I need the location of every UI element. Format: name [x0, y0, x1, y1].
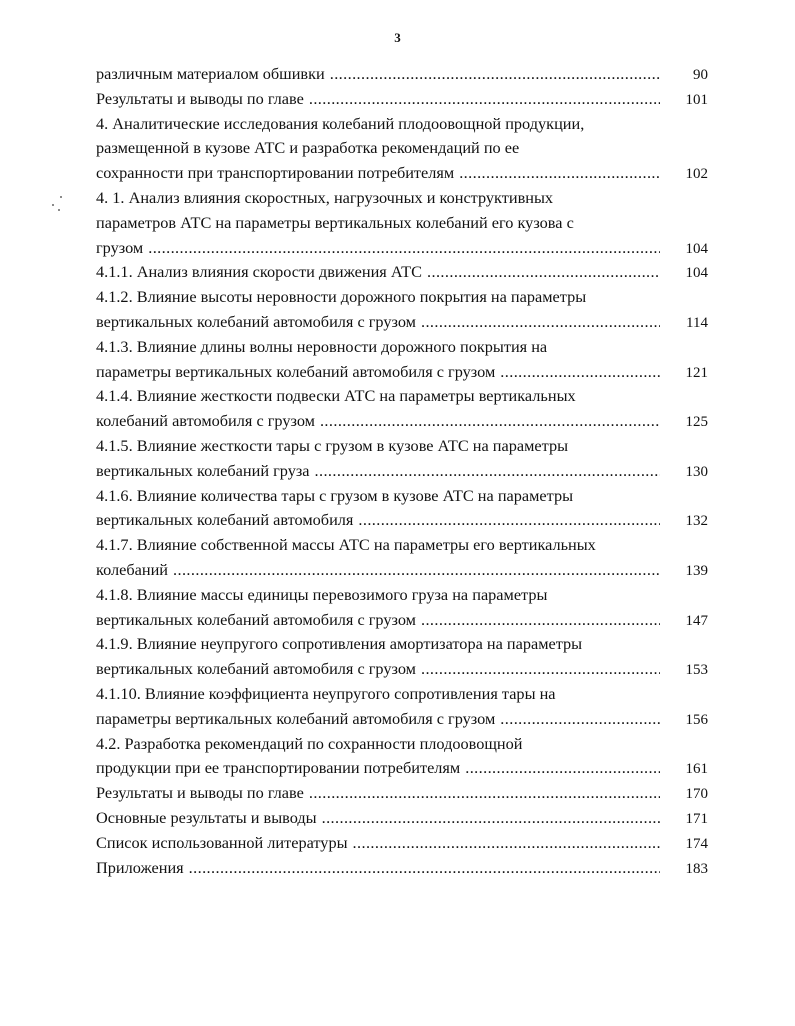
toc-entry[interactable] — [96, 831, 708, 856]
dot-leader — [421, 310, 660, 335]
toc-entry-title: 4.1.6. Влияние количества тары с грузом в кузове АТС на параметры — [96, 485, 574, 505]
toc-entry-title: параметров АТС на параметры вертикальных колебаний его кузова с — [96, 212, 574, 232]
toc-entry-title: 4. Аналитические исследования колебаний плодоовощной продукции, — [96, 113, 585, 133]
toc-entry-title: различным материалом обшивки — [96, 64, 325, 83]
toc-entry[interactable] — [96, 856, 708, 881]
toc-entry-title: 4.1.3. Влияние длины волны неровности дорожного покрытия на — [96, 336, 548, 356]
toc-entry[interactable] — [96, 583, 708, 633]
dot-leader — [465, 756, 660, 781]
toc-entry-title: колебаний — [96, 559, 169, 579]
toc-entry-page: 183 — [685, 860, 708, 877]
toc-entry[interactable] — [96, 62, 708, 87]
toc-entry-page: 147 — [685, 612, 708, 629]
toc-entry-page: 153 — [685, 662, 708, 679]
scan-artifact — [58, 209, 60, 211]
toc-entry-title: продукции при ее транспортировании потребителям — [96, 758, 461, 778]
dot-leader — [330, 62, 660, 87]
dot-leader — [353, 831, 660, 856]
table-of-contents — [96, 62, 708, 880]
toc-entry[interactable] — [96, 533, 708, 583]
toc-entry-title: 4.1.7. Влияние собственной массы АТС на параметры его вертикальных — [96, 535, 596, 555]
toc-entry-title: вертикальных колебаний груза — [96, 460, 310, 480]
toc-entry[interactable] — [96, 682, 708, 732]
toc-entry[interactable] — [96, 781, 708, 806]
toc-entry-page: 125 — [685, 414, 708, 431]
dot-leader — [421, 608, 660, 633]
dot-leader — [309, 87, 660, 112]
toc-entry-page: 121 — [685, 364, 708, 381]
toc-entry-page: 174 — [685, 835, 708, 852]
toc-entry-title: 4.1.1. Анализ влияния скорости движения АТС — [96, 262, 422, 282]
toc-entry-title: вертикальных колебаний автомобиля — [96, 510, 354, 530]
toc-entry-title: вертикальных колебаний автомобиля с грузом — [96, 659, 416, 679]
toc-entry-page: 101 — [685, 91, 708, 108]
toc-entry-title: Приложения — [96, 857, 184, 877]
toc-entry-title: вертикальных колебаний автомобиля с грузом — [96, 311, 416, 331]
dot-leader — [315, 459, 661, 484]
toc-entry-title: 4.1.5. Влияние жесткости тары с грузом в кузове АТС на параметры — [96, 435, 569, 455]
toc-entry-title: 4.1.8. Влияние массы единицы перевозимого груза на параметры — [96, 584, 548, 604]
toc-entry-title: Результаты и выводы по главе — [96, 88, 304, 108]
toc-entry[interactable] — [96, 186, 708, 260]
toc-entry[interactable] — [96, 632, 708, 682]
toc-entry-title: вертикальных колебаний автомобиля с грузом — [96, 609, 416, 629]
dot-leader — [309, 781, 660, 806]
toc-entry-title: 4.1.10. Влияние коэффициента неупругого сопротивления тары на — [96, 683, 556, 703]
toc-entry-title: колебаний автомобиля с грузом — [96, 411, 315, 431]
toc-entry-page: 161 — [685, 761, 708, 778]
toc-entry[interactable] — [96, 434, 708, 484]
dot-leader — [500, 360, 660, 385]
toc-entry[interactable] — [96, 806, 708, 831]
toc-entry-page: 170 — [685, 786, 708, 803]
toc-entry-title: сохранности при транспортировании потребителям — [96, 163, 455, 183]
toc-entry-page: 171 — [685, 810, 708, 827]
toc-entry-title: параметры вертикальных колебаний автомобиля с грузом — [96, 708, 496, 728]
toc-entry[interactable] — [96, 285, 708, 335]
toc-entry-title: Список использованной литературы — [96, 832, 348, 852]
toc-entry-title: 4. 1. Анализ влияния скоростных, нагрузочных и конструктивных — [96, 187, 554, 207]
toc-entry[interactable] — [96, 112, 708, 186]
dot-leader — [320, 409, 660, 434]
dot-leader — [322, 806, 660, 831]
scan-artifact — [52, 204, 54, 206]
dot-leader — [358, 508, 660, 533]
dot-leader — [173, 558, 660, 583]
toc-entry-title: параметры вертикальных колебаний автомобиля с грузом — [96, 361, 496, 381]
toc-entry[interactable] — [96, 732, 708, 782]
toc-entry[interactable] — [96, 484, 708, 534]
toc-entry-page: 104 — [685, 240, 708, 257]
toc-entry[interactable] — [96, 335, 708, 385]
dot-leader — [189, 856, 660, 881]
toc-entry[interactable] — [96, 260, 708, 285]
page-number: 3 — [394, 30, 401, 45]
toc-entry[interactable] — [96, 87, 708, 112]
toc-entry-page: 90 — [693, 67, 708, 83]
toc-entry-title: 4.2. Разработка рекомендаций по сохранности плодоовощной — [96, 733, 523, 753]
toc-entry-page: 104 — [685, 265, 708, 282]
scan-artifact — [60, 196, 62, 198]
toc-entry-page: 132 — [685, 513, 708, 530]
toc-entry-title: 4.1.2. Влияние высоты неровности дорожного покрытия на параметры — [96, 287, 587, 307]
dot-leader — [459, 161, 660, 186]
toc-entry-page: 139 — [685, 562, 708, 579]
toc-entry-page: 102 — [685, 166, 708, 183]
toc-entry-title: грузом — [96, 237, 144, 257]
toc-entry-title: 4.1.9. Влияние неупругого сопротивления амортизатора на параметры — [96, 634, 583, 654]
toc-entry-page: 130 — [685, 463, 708, 480]
dot-leader — [427, 260, 660, 285]
dot-leader — [421, 657, 660, 682]
toc-entry-page: 114 — [686, 314, 708, 331]
toc-entry-title: Основные результаты и выводы — [96, 807, 317, 827]
toc-entry-page: 156 — [685, 711, 708, 728]
toc-entry-title: 4.1.4. Влияние жесткости подвески АТС на параметры вертикальных — [96, 386, 576, 406]
toc-entry-title: Результаты и выводы по главе — [96, 783, 304, 803]
dot-leader — [500, 707, 660, 732]
dot-leader — [148, 236, 660, 261]
toc-entry[interactable] — [96, 384, 708, 434]
toc-entry-title: размещенной в кузове АТС и разработка рекомендаций по ее — [96, 138, 520, 158]
